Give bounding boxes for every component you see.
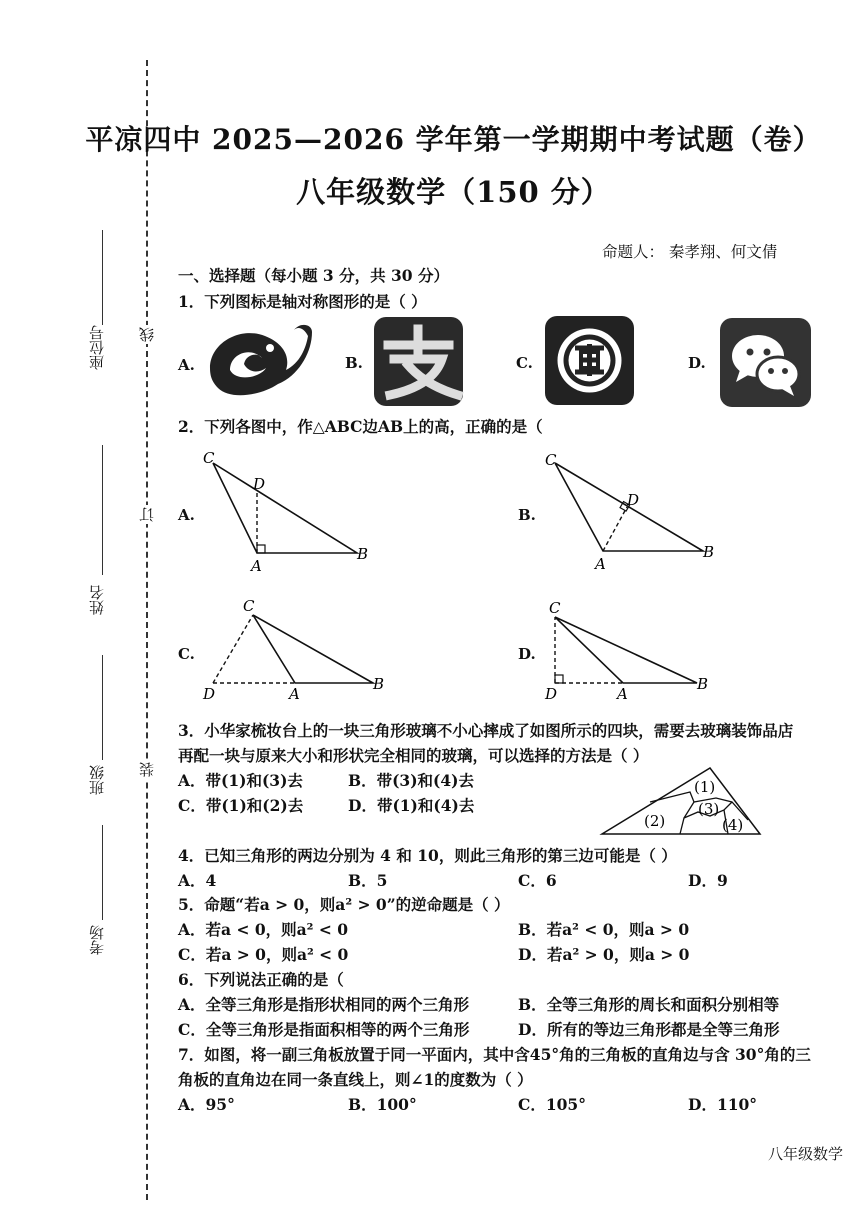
q3-option-c: C．带(1)和(2)去	[178, 796, 304, 815]
q1-option-b-label: B.	[345, 354, 363, 372]
q2c-point-b: B	[373, 675, 385, 693]
name-label: 姓名	[88, 585, 106, 615]
q2d-point-a: A	[617, 685, 628, 703]
name-blank	[102, 445, 103, 575]
q2-option-b-label: B.	[518, 506, 536, 524]
q1-option-a-label: A.	[178, 356, 195, 374]
q6-option-b: B．全等三角形的周长和面积分别相等	[518, 995, 780, 1014]
binding-word-ding: 订	[138, 507, 156, 522]
q7-option-d: D．110°	[688, 1095, 758, 1114]
seat-label: 座位号	[88, 325, 106, 370]
q2-figure-d	[535, 595, 725, 705]
q2-stem: 2．下列各图中，作△ABC边AB上的高，正确的是（	[178, 417, 543, 436]
q7-option-c: C．105°	[518, 1095, 586, 1114]
q2c-point-a: A	[289, 685, 300, 703]
bank-logo-icon	[543, 314, 636, 407]
q3-option-d: D．带(1)和(4)去	[348, 796, 475, 815]
q6-option-c: C．全等三角形是指面积相等的两个三角形	[178, 1020, 470, 1039]
q4-option-c: C．6	[518, 871, 557, 890]
whale-logo-icon	[200, 318, 315, 403]
seat-blank	[102, 230, 103, 325]
q3-broken-glass-figure	[598, 762, 766, 840]
q7-option-a: A．95°	[178, 1095, 235, 1114]
binding-word-line: 线	[138, 327, 156, 342]
q3-piece-1-label: (1)	[694, 778, 716, 796]
class-blank	[102, 655, 103, 760]
section-heading: 一、选择题（每小题 3 分，共 30 分）	[178, 266, 449, 285]
exam-subtitle: 八年级数学（150 分）	[296, 175, 611, 209]
q5-stem: 5．命题“若a > 0，则a² > 0”的逆命题是（ ）	[178, 895, 510, 914]
q1-option-c-label: C.	[516, 354, 533, 372]
q1-option-d-label: D.	[688, 354, 706, 372]
q2b-point-a: A	[595, 555, 606, 573]
authors: 命题人： 秦孝翔、何文倩	[602, 243, 778, 261]
q6-option-d: D．所有的等边三角形都是全等三角形	[518, 1020, 780, 1039]
q6-option-a: A．全等三角形是指形状相同的两个三角形	[178, 995, 470, 1014]
q2a-point-a: A	[251, 557, 262, 575]
q3-piece-2-label: (2)	[644, 812, 666, 830]
q7-stem-line1: 7．如图，将一副三角板放置于同一平面内，其中含45°角的三角板的直角边与含 30°角的三	[178, 1045, 811, 1064]
q2-figure-a	[195, 445, 385, 575]
q3-option-b: B．带(3)和(4)去	[348, 771, 475, 790]
q1-stem: 1．下列图标是轴对称图形的是（ ）	[178, 292, 427, 311]
q2-option-d-label: D.	[518, 645, 536, 663]
binding-dashed-line	[146, 60, 148, 1200]
q2b-point-b: B	[703, 543, 715, 561]
q2a-point-d: D	[253, 475, 266, 493]
room-label: 考场	[88, 925, 106, 955]
q2-figure-c	[195, 595, 385, 705]
q4-option-a: A．4	[178, 871, 217, 890]
q2d-point-c: C	[549, 599, 561, 617]
q2-option-a-label: A.	[178, 506, 195, 524]
exam-title: 平凉四中 2025—2026 学年第一学期期中考试题（卷）	[85, 123, 822, 156]
room-blank	[102, 825, 103, 920]
q5-option-b: B．若a² < 0，则a > 0	[518, 920, 690, 939]
q2-figure-b	[535, 445, 725, 575]
q4-option-d: D．9	[688, 871, 728, 890]
q5-option-c: C．若a > 0，则a² < 0	[178, 945, 349, 964]
q5-option-a: A．若a < 0，则a² < 0	[178, 920, 349, 939]
q4-option-b: B．5	[348, 871, 388, 890]
q3-piece-3-label: (3)	[698, 800, 720, 818]
class-label: 班级	[88, 765, 106, 795]
q3-piece-4-label: (4)	[722, 816, 744, 834]
q7-option-b: B．100°	[348, 1095, 417, 1114]
q7-stem-line2: 角板的直角边在同一条直线上，则∠1的度数为（ ）	[178, 1070, 533, 1089]
page-footer: 八年级数学	[768, 1145, 844, 1163]
q2d-point-b: B	[697, 675, 709, 693]
q2b-point-c: C	[545, 451, 557, 469]
q3-option-a: A．带(1)和(3)去	[178, 771, 303, 790]
q2c-point-d: D	[203, 685, 216, 703]
alipay-logo-icon	[372, 315, 465, 408]
binding-word-zhuang: 装	[138, 762, 156, 777]
q3-stem-line1: 3．小华家梳妆台上的一块三角形玻璃不小心摔成了如图所示的四块，需要去玻璃装饰品店	[178, 721, 794, 740]
wechat-logo-icon	[718, 316, 813, 409]
q6-stem: 6．下列说法正确的是（	[178, 970, 344, 989]
q3-stem-line2: 再配一块与原来大小和形状完全相同的玻璃，可以选择的方法是（ ）	[178, 746, 649, 765]
q2a-point-b: B	[357, 545, 369, 563]
q2-option-c-label: C.	[178, 645, 195, 663]
q2b-point-d: D	[627, 491, 640, 509]
q2a-point-c: C	[203, 449, 215, 467]
q4-stem: 4．已知三角形的两边分别为 4 和 10，则此三角形的第三边可能是（ ）	[178, 846, 677, 865]
q2d-point-d: D	[545, 685, 558, 703]
q2c-point-c: C	[243, 597, 255, 615]
q5-option-d: D．若a² > 0，则a > 0	[518, 945, 690, 964]
